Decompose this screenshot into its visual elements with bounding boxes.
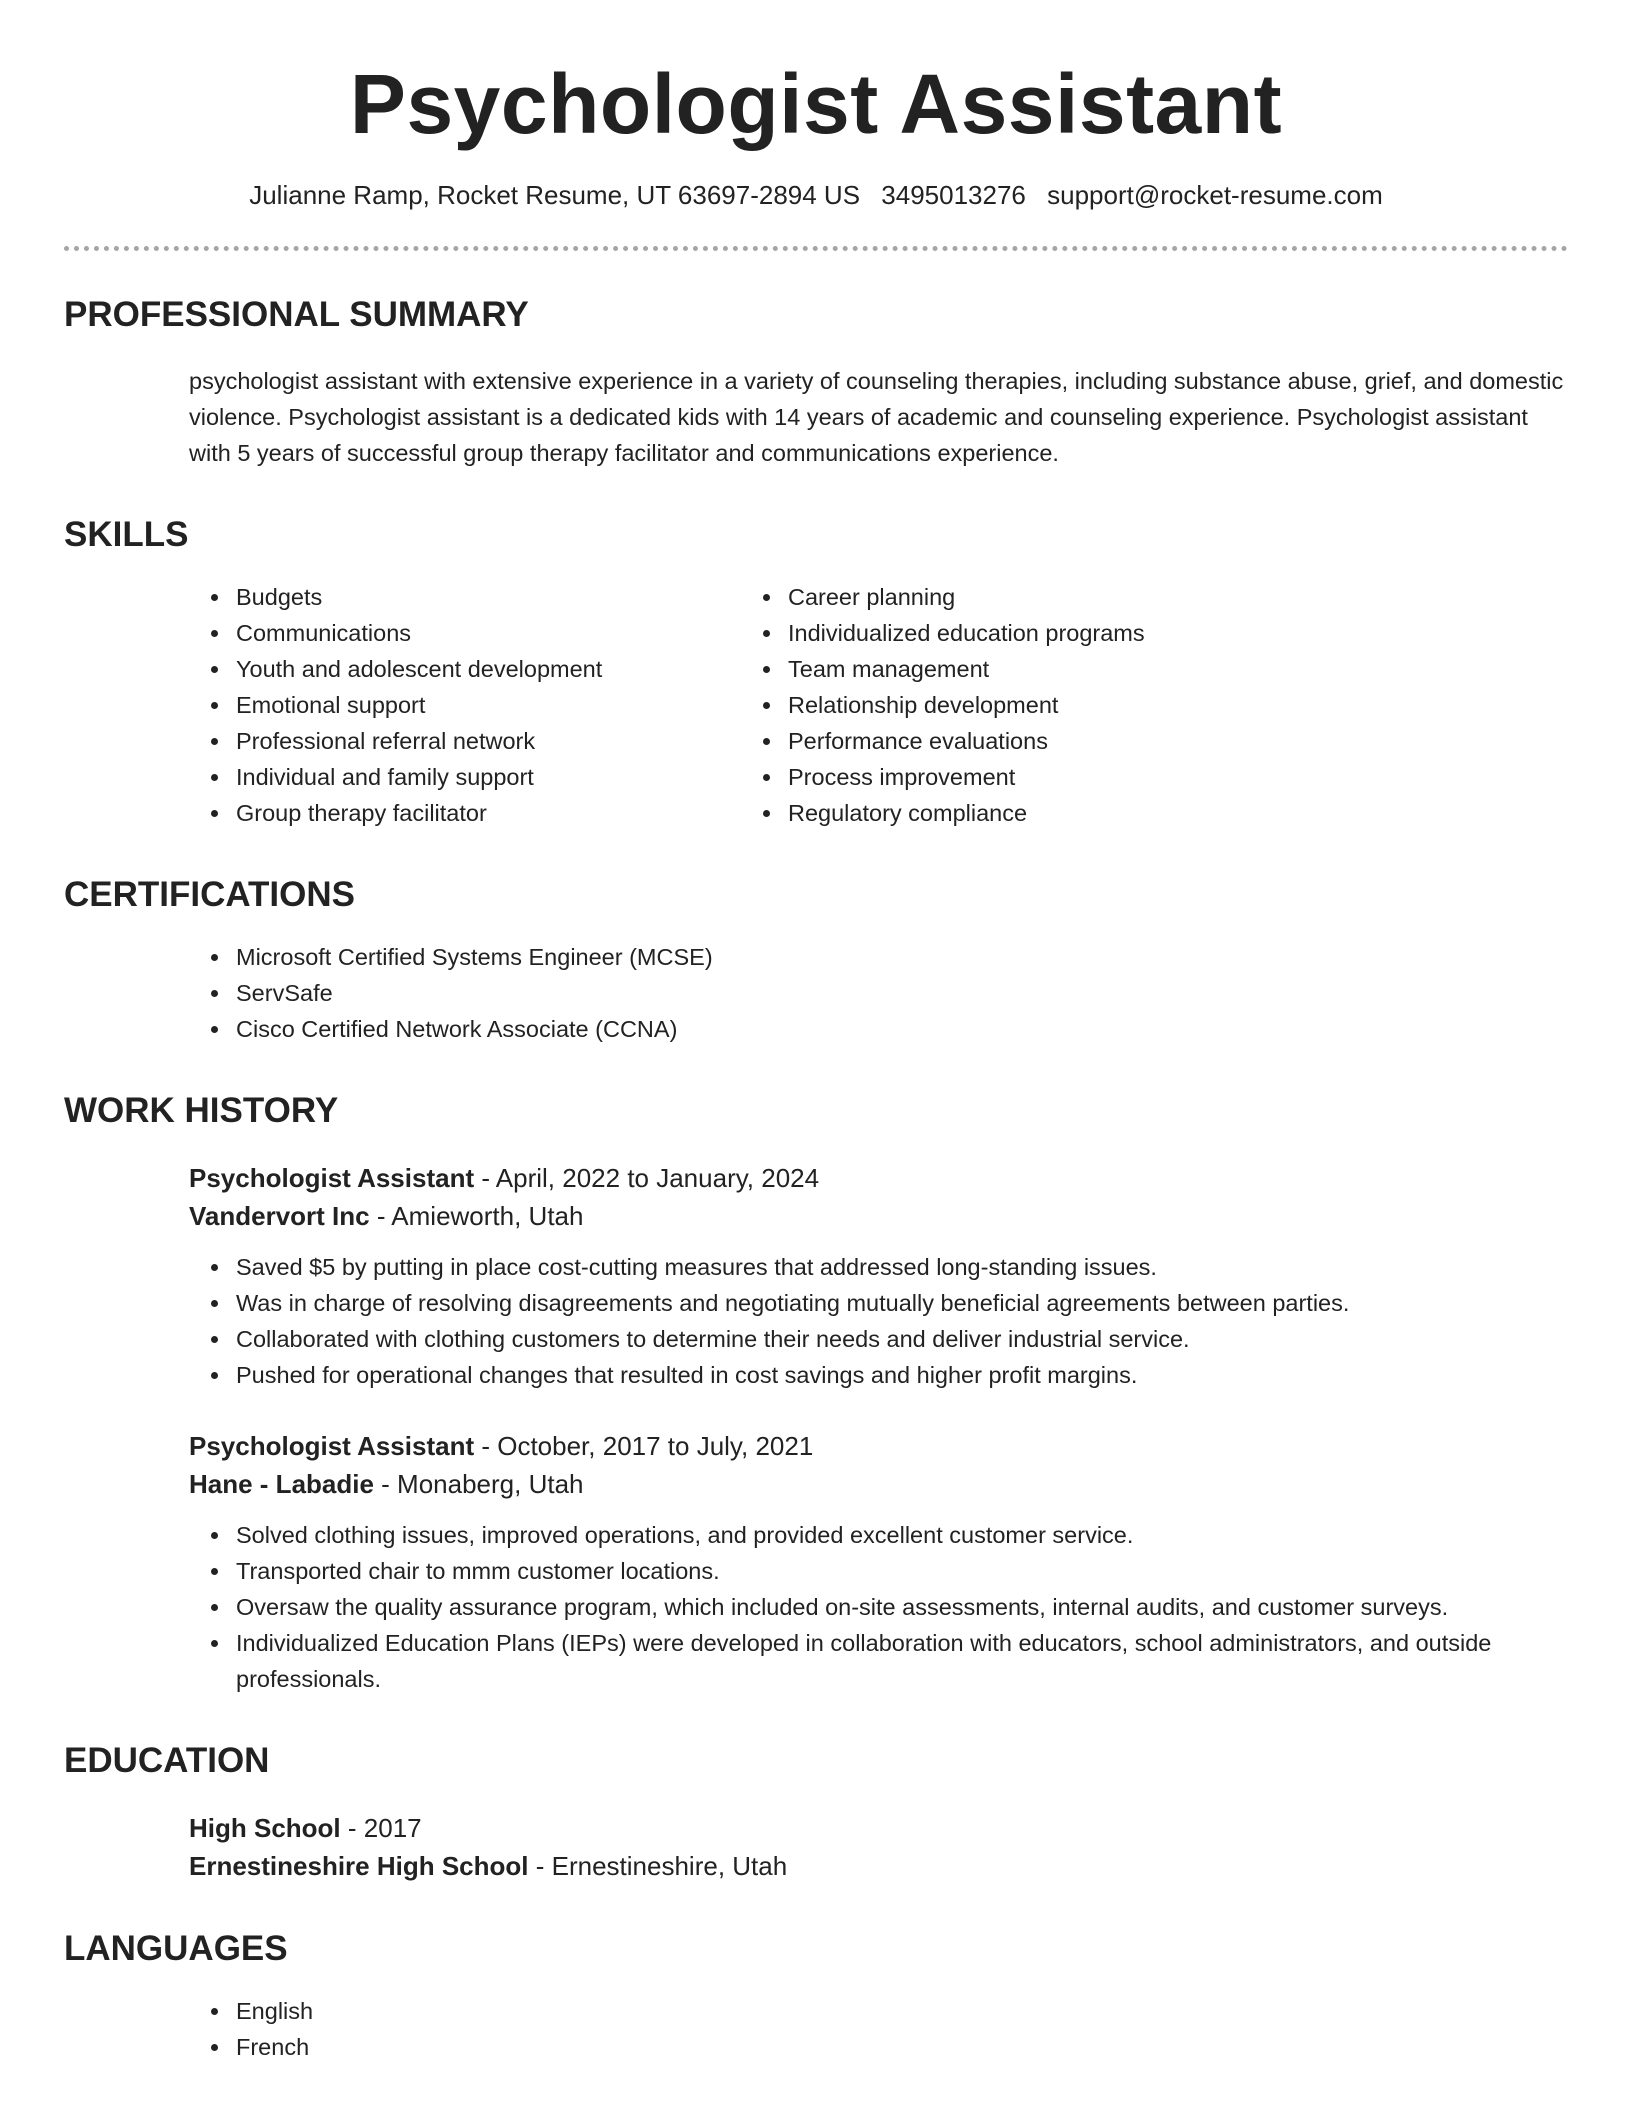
languages-title: LANGUAGES <box>64 1929 288 1968</box>
job-bullets <box>64 1517 1568 1697</box>
skills-title: SKILLS <box>64 515 189 554</box>
job-company-line <box>64 1465 1568 1503</box>
list-item: • Cisco Certified Network Associate (CCNA) <box>232 1011 1568 1047</box>
summary-title: PROFESSIONAL SUMMARY <box>64 295 529 334</box>
certifications-title: CERTIFICATIONS <box>64 875 356 914</box>
job-company: Hane - Labadie <box>189 1469 374 1499</box>
list-item: • English <box>232 1993 1568 2029</box>
education-location: - Ernestineshire, Utah <box>528 1851 788 1881</box>
job-location: - Amieworth, Utah <box>369 1201 584 1231</box>
job-role: Psychologist Assistant <box>189 1163 475 1193</box>
job-entry <box>64 1159 1568 1393</box>
languages-list <box>64 1993 1568 2065</box>
contact-email: support@rocket-resume.com <box>1047 180 1383 210</box>
list-item: • Solved clothing issues, improved operations, and provided excellent customer service. <box>232 1517 1568 1553</box>
work-history-section <box>64 1089 1568 1697</box>
skills-list-right <box>740 579 1145 831</box>
certifications-section <box>64 873 1568 1047</box>
candidate-name: Psychologist Assistant <box>349 57 1283 151</box>
list-item: • Professional referral network <box>232 723 740 759</box>
list-item: • Relationship development <box>784 687 1145 723</box>
skills-list-left <box>64 579 740 831</box>
list-item: • Transported chair to mmm customer locations. <box>232 1553 1568 1589</box>
summary-text: psychologist assistant with extensive experience in a variety of counseling therapies, including substance abuse, grief, and domestic violence. Psychologist assistant is a dedicated kids with 14 years of academic and counseling experience. Psychologist assistant with 5 years of successful group therapy facilitator and communications experience. <box>189 368 1564 466</box>
job-dates: - April, 2022 to January, 2024 <box>474 1163 820 1193</box>
job-company: Vandervort Inc <box>189 1201 370 1231</box>
contact-phone: 3495013276 <box>881 180 1026 210</box>
job-company-line <box>64 1197 1568 1235</box>
list-item: • Communications <box>232 615 740 651</box>
list-item: • Regulatory compliance <box>784 795 1145 831</box>
education-section <box>64 1739 1568 1885</box>
job-bullets <box>64 1249 1568 1393</box>
education-degree-line <box>64 1809 1568 1847</box>
list-item: • Youth and adolescent development <box>232 651 740 687</box>
skills-section <box>64 513 1568 831</box>
education-school-line <box>64 1847 1568 1885</box>
job-location: - Monaberg, Utah <box>373 1469 584 1499</box>
list-item: • Oversaw the quality assurance program, which included on-site assessments, internal audits, and customer surveys. <box>232 1589 1568 1625</box>
header-divider <box>64 246 1568 251</box>
list-item: • Budgets <box>232 579 740 615</box>
list-item: • Emotional support <box>232 687 740 723</box>
list-item: • Saved $5 by putting in place cost-cutting measures that addressed long-standing issues. <box>232 1249 1568 1285</box>
job-title-line <box>64 1427 1568 1465</box>
education-year: - 2017 <box>340 1813 422 1843</box>
summary-section <box>64 293 1568 471</box>
list-item: • Individualized education programs <box>784 615 1145 651</box>
education-school: Ernestineshire High School <box>189 1851 529 1881</box>
contact-line <box>64 178 1568 212</box>
job-title-line <box>64 1159 1568 1197</box>
list-item: • Pushed for operational changes that resulted in cost savings and higher profit margins. <box>232 1357 1568 1393</box>
job-role: Psychologist Assistant <box>189 1431 475 1461</box>
education-title: EDUCATION <box>64 1741 270 1780</box>
job-entry <box>64 1427 1568 1697</box>
list-item: • Microsoft Certified Systems Engineer (MCSE) <box>232 939 1568 975</box>
list-item: • Process improvement <box>784 759 1145 795</box>
education-entry <box>64 1809 1568 1885</box>
list-item: • Individualized Education Plans (IEPs) were developed in collaboration with educators, school administrators, and outside professionals. <box>232 1625 1568 1697</box>
list-item: • French <box>232 2029 1568 2065</box>
education-degree: High School <box>189 1813 341 1843</box>
work-history-title: WORK HISTORY <box>64 1091 339 1130</box>
list-item: • ServSafe <box>232 975 1568 1011</box>
list-item: • Collaborated with clothing customers to determine their needs and deliver industrial service. <box>232 1321 1568 1357</box>
list-item: • Team management <box>784 651 1145 687</box>
skills-columns <box>64 579 1568 831</box>
job-dates: - October, 2017 to July, 2021 <box>474 1431 814 1461</box>
list-item: • Performance evaluations <box>784 723 1145 759</box>
list-item: • Individual and family support <box>232 759 740 795</box>
list-item: • Group therapy facilitator <box>232 795 740 831</box>
list-item: • Career planning <box>784 579 1145 615</box>
languages-section <box>64 1927 1568 2065</box>
certifications-list <box>64 939 1568 1047</box>
list-item: • Was in charge of resolving disagreements and negotiating mutually beneficial agreements between parties. <box>232 1285 1568 1321</box>
contact-address: Julianne Ramp, Rocket Resume, UT 63697-2894 US <box>249 180 861 210</box>
